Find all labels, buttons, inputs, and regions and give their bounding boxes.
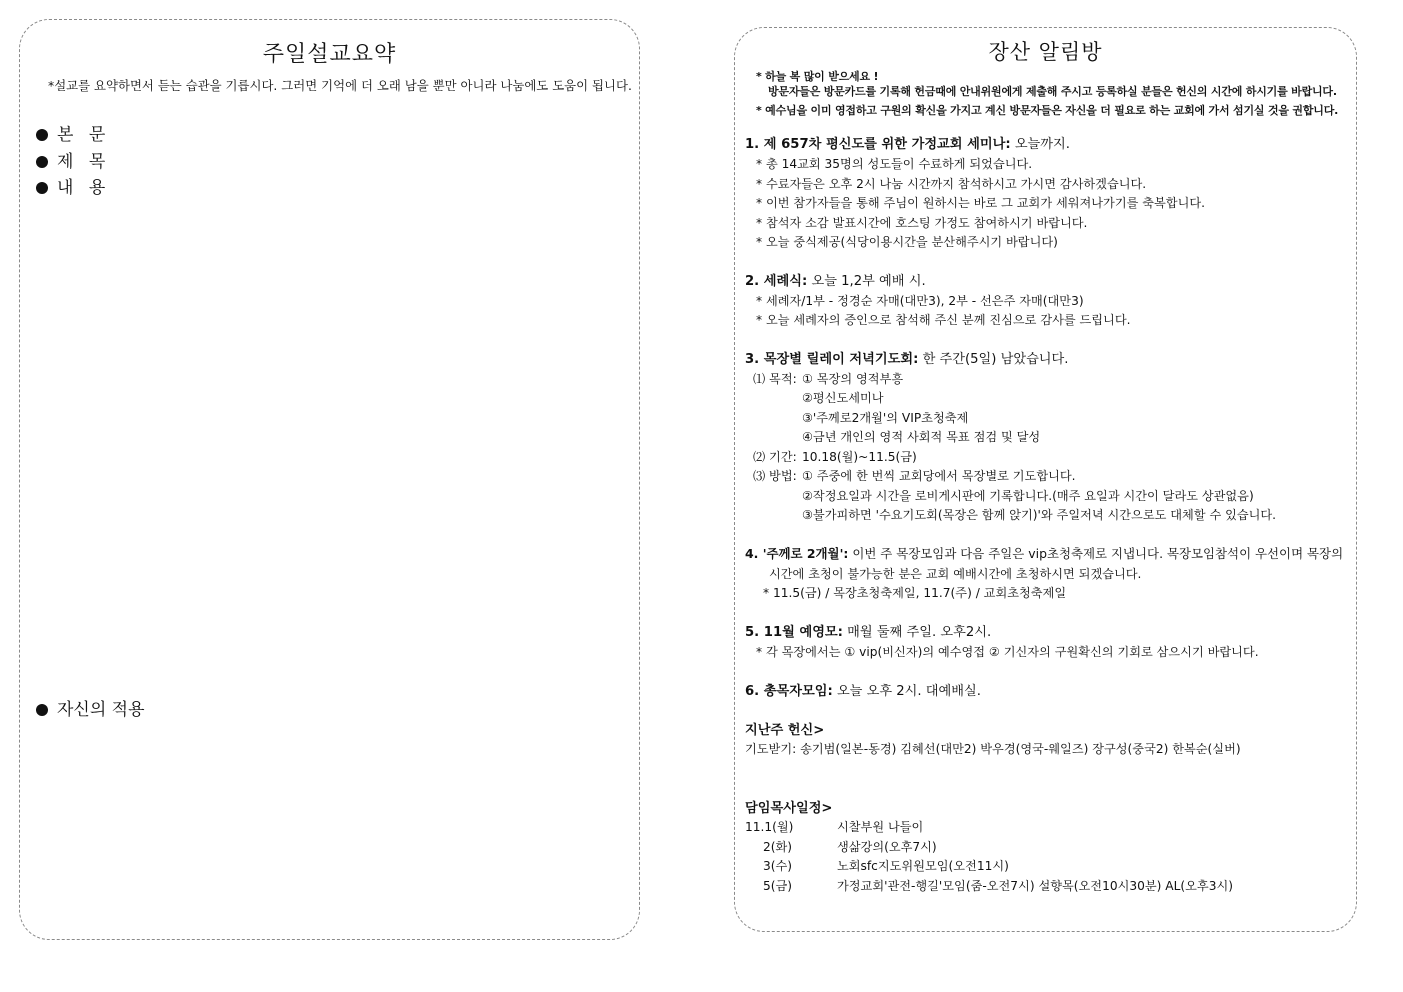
section-6-heading: 6. 총목자모임: 오늘 오후 2시. 대예배실. xyxy=(745,684,981,699)
schedule-date: 2(화) xyxy=(763,840,793,854)
section-2-line: * 오늘 세례자의 증인으로 참석해 주신 분께 진심으로 감사를 드립니다. xyxy=(756,313,1131,327)
schedule-heading: 담임목사일정> xyxy=(745,801,833,816)
notice-believers: * 예수님을 이미 영접하고 구원의 확신을 가지고 계신 방문자들은 자신을 더 필요로 하는 교회에 가서 섬기실 것을 권합니다. xyxy=(756,104,1339,117)
sermon-summary-panel xyxy=(19,19,640,940)
method-line: ③불가피하면 '수요기도회(목장은 함께 앉기)'와 주일저녁 시간으로도 대체할 수 있습니다. xyxy=(802,508,1277,522)
method-line: ②작정요일과 시간을 로비게시판에 기록합니다.(매주 요일과 시간이 달라도 상관없음) xyxy=(802,489,1254,503)
method-label: ⑶ 방법: xyxy=(753,469,797,483)
section-5-heading: 5. 11월 예영모: 매월 둘째 주일. 오후2시. xyxy=(745,625,992,640)
section-1-line: * 오늘 중식제공(식당이용시간을 분산해주시기 바랍니다) xyxy=(756,235,1058,249)
section-4-heading: 4. '주께로 2개월': 이번 주 목장모임과 다음 주일은 vip초청축제로 지냅니다. 목장모임참석이 우선이며 목장의 xyxy=(745,546,1344,561)
section-1-line: * 총 14교회 35명의 성도들이 수료하게 되었습니다. xyxy=(756,157,1033,171)
announcements-title: 장산 알림방 xyxy=(988,40,1103,64)
bullet-icon xyxy=(36,156,48,168)
section-2-line: * 세례자/1부 - 정경순 자매(대만3), 2부 - 선은주 자매(대만3) xyxy=(756,294,1084,308)
section-1-line: * 수료자들은 오후 2시 나눔 시간까지 참석하시고 가시면 감사하겠습니다. xyxy=(756,177,1147,191)
schedule-event: 생삶강의(오후7시) xyxy=(837,840,937,854)
schedule-event: 시찰부원 나들이 xyxy=(837,820,924,834)
announcements-panel xyxy=(734,27,1357,932)
sermon-title-item: 제 목 xyxy=(36,147,110,172)
section-1-heading: 1. 제 657차 평신도를 위한 가정교회 세미나: 오늘까지. xyxy=(745,137,1070,152)
purpose-label: ⑴ 목적: xyxy=(753,372,797,386)
notice-visitors: 방문자들은 방문카드를 기록해 헌금때에 안내위원에게 제출해 주시고 등록하실 분들은 헌신의 시간에 하시기를 바랍니다. xyxy=(768,85,1337,98)
period-label: ⑵ 기간: xyxy=(753,450,797,464)
section-3-heading: 3. 목장별 릴레이 저녁기도회: 한 주간(5일) 남았습니다. xyxy=(745,352,1069,367)
content-item: 내 용 xyxy=(36,173,110,198)
schedule-date: 11.1(월) xyxy=(745,820,794,834)
offering-heading: 지난주 헌신> xyxy=(745,723,825,738)
bullet-icon xyxy=(36,704,48,716)
bullet-icon xyxy=(36,129,48,141)
section-4-line: * 11.5(금) / 목장초청축제일, 11.7(주) / 교회초청축제일 xyxy=(763,586,1067,600)
section-1-line: * 참석자 소감 발표시간에 호스팅 가정도 참여하시기 바랍니다. xyxy=(756,216,1088,230)
purpose-line: ②평신도세미나 xyxy=(802,391,884,405)
schedule-event: 가정교회'관전-행길'모임(줌-오전7시) 설향목(오전10시30분) AL(오후3시) xyxy=(837,879,1233,893)
schedule-date: 3(수) xyxy=(763,859,793,873)
purpose-line: ④금년 개인의 영적 사회적 목표 점검 및 달성 xyxy=(802,430,1041,444)
application-item: 자신의 적용 xyxy=(36,695,145,720)
purpose-line: ① 목장의 영적부흥 xyxy=(802,372,904,386)
purpose-line: ③'주께로2개월'의 VIP초청축제 xyxy=(802,411,969,425)
notice-greeting: * 하늘 복 많이 받으세요 ! xyxy=(756,70,879,83)
bullet-icon xyxy=(36,182,48,194)
scripture-item: 본 문 xyxy=(36,120,110,145)
offering-line: 기도받기: 송기범(일본-동경) 김혜선(대만2) 박우경(영국-웨일즈) 장구성(중국2) 한복순(실버) xyxy=(745,742,1241,756)
section-2-heading: 2. 세례식: 오늘 1,2부 예배 시. xyxy=(745,274,926,289)
schedule-date: 5(금) xyxy=(763,879,793,893)
sermon-summary-title: 주일설교요약 xyxy=(262,42,397,67)
method-line: ① 주중에 한 번씩 교회당에서 목장별로 기도합니다. xyxy=(802,469,1076,483)
sermon-summary-note: *설교를 요약하면서 듣는 습관을 기릅시다. 그러면 기억에 더 오래 남을 뿐만 아니라 나눔에도 도움이 됩니다. xyxy=(48,78,632,93)
schedule-event: 노회sfc지도위원모임(오전11시) xyxy=(837,859,1009,873)
section-5-line: * 각 목장에서는 ① vip(비신자)의 예수영접 ② 기신자의 구원확신의 기회로 삼으시기 바랍니다. xyxy=(756,645,1259,659)
period-value: 10.18(월)~11.5(금) xyxy=(802,450,917,464)
section-1-line: * 이번 참가자들을 통해 주님이 원하시는 바로 그 교회가 세워져나가기를 축복합니다. xyxy=(756,196,1205,210)
section-4-line: 시간에 초청이 불가능한 분은 교회 예배시간에 초청하시면 되겠습니다. xyxy=(769,567,1142,581)
